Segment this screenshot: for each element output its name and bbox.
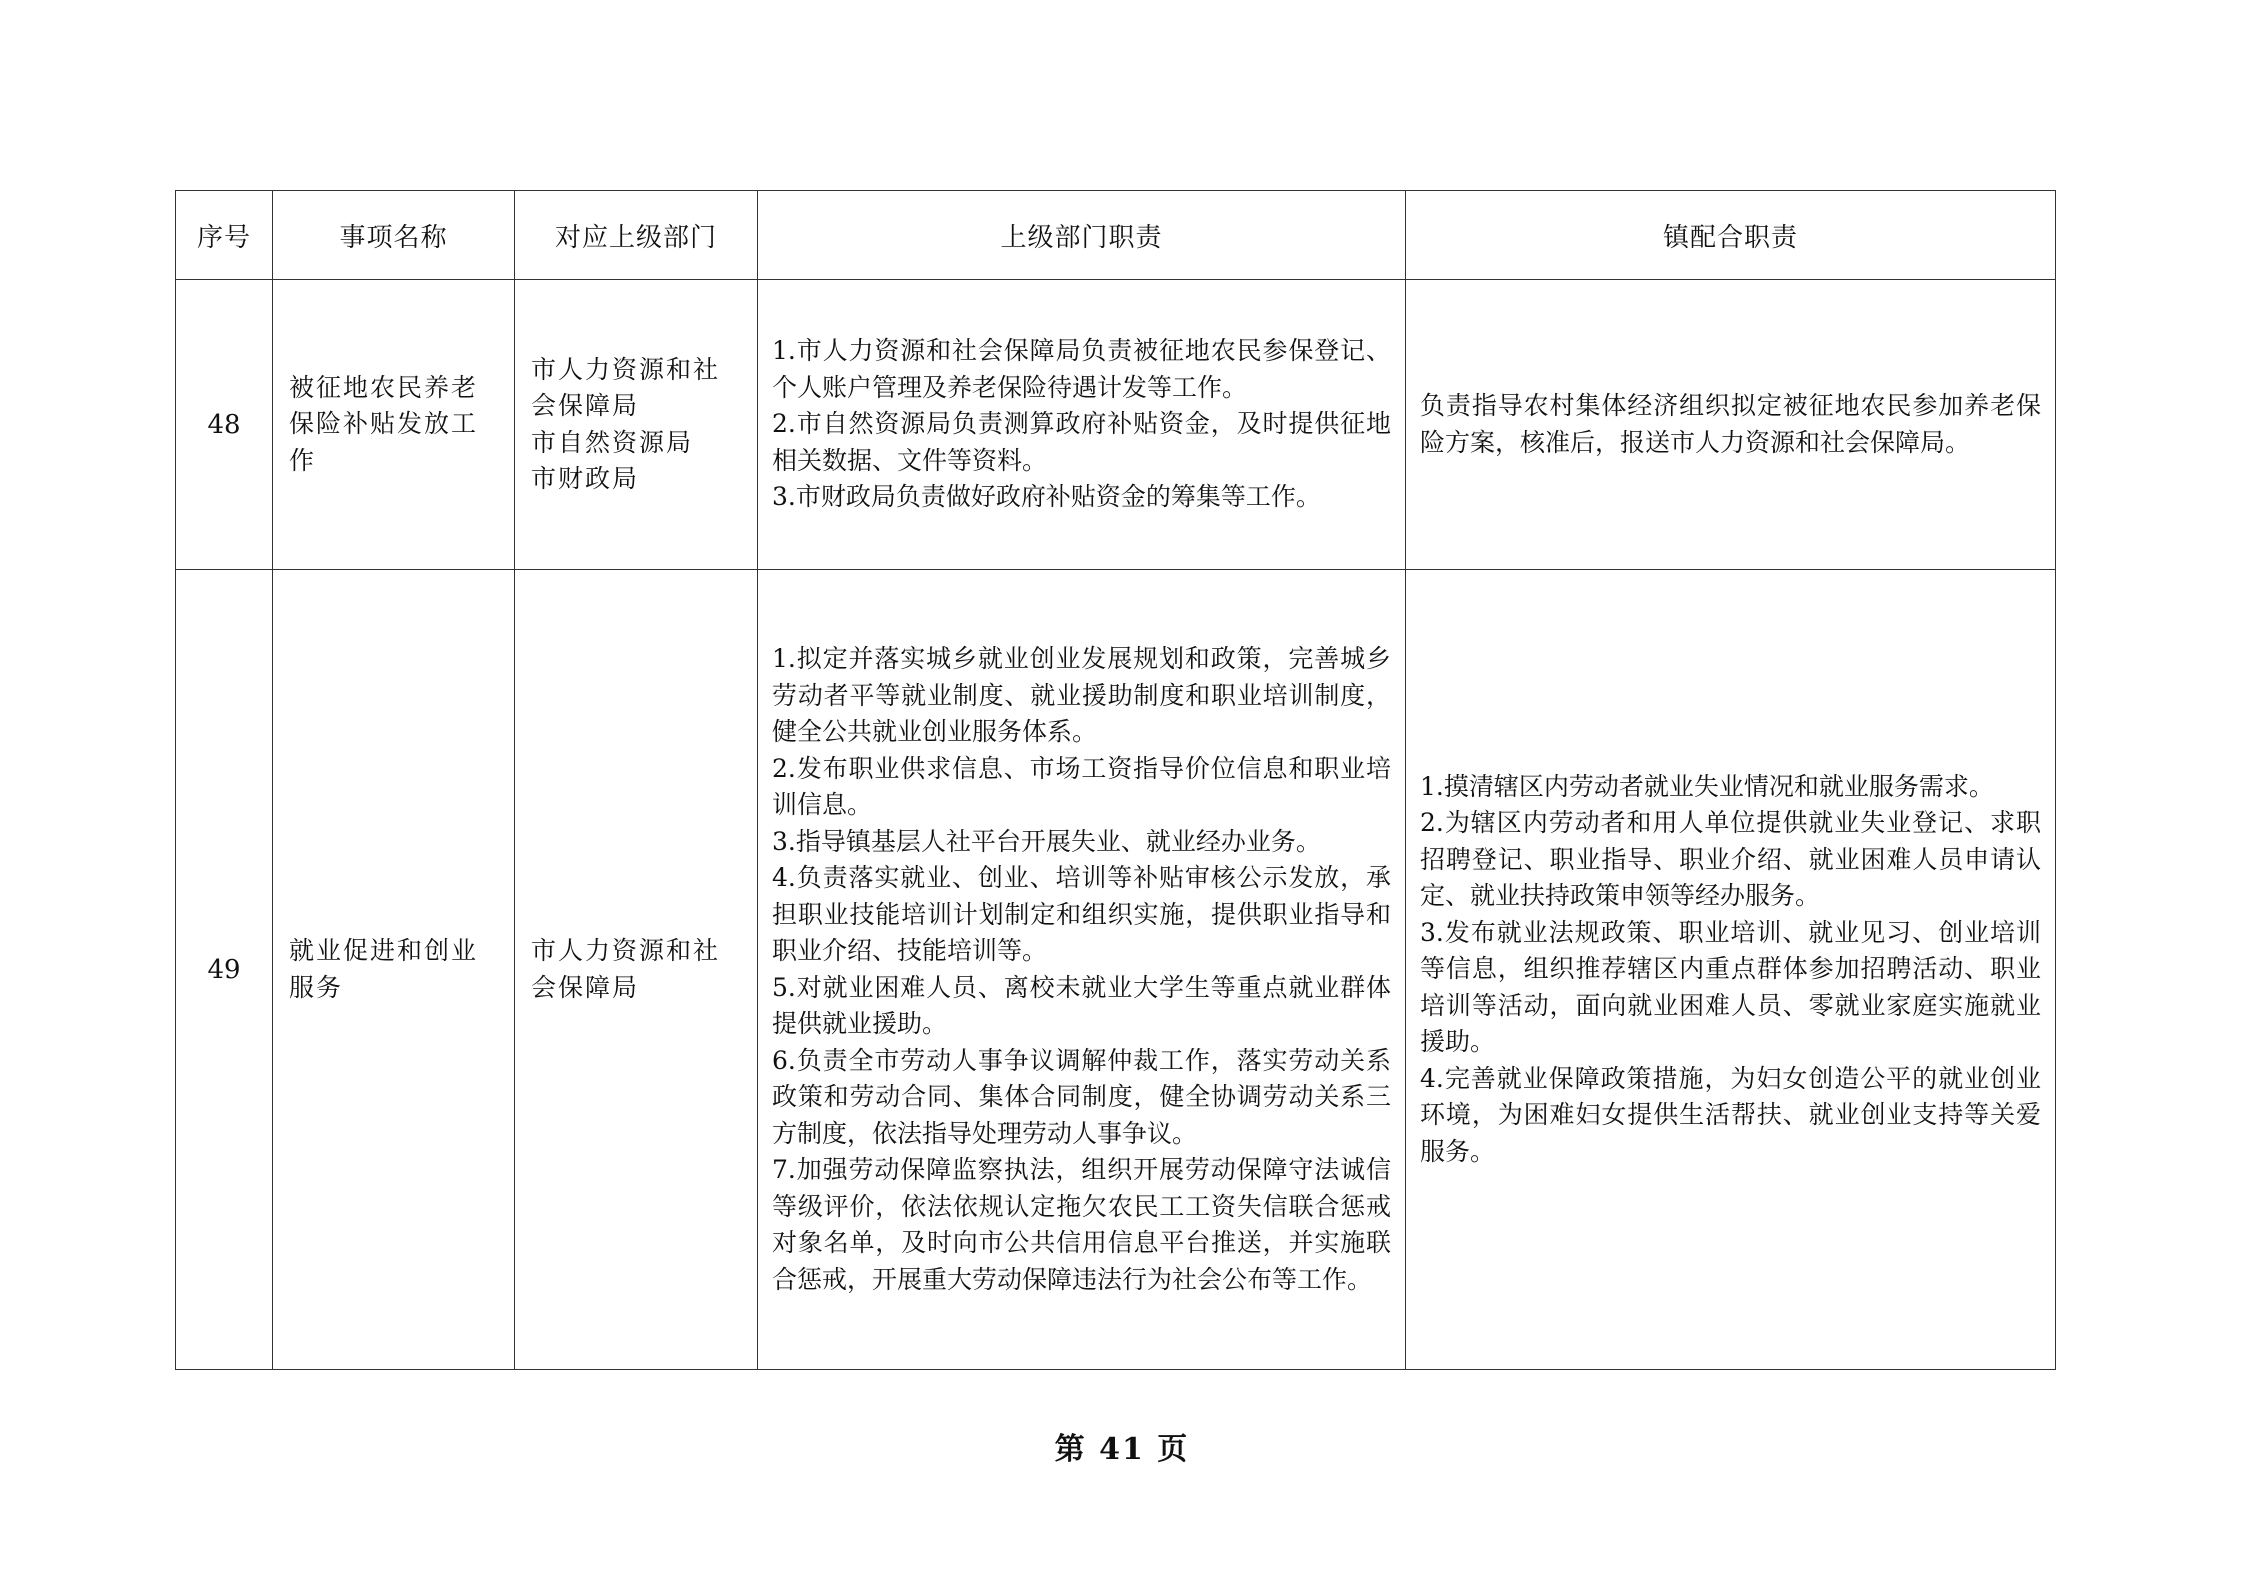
duty-paragraph: 4.负责落实就业、创业、培训等补贴审核公示发放，承担职业技能培训计划制定和组织实施，提供职业指导和职业介绍、技能培训等。 <box>772 863 1391 965</box>
item-name-line: 作 <box>289 445 317 475</box>
department-cell <box>515 570 758 1370</box>
duty-paragraph: 2.为辖区内劳动者和用人单位提供就业失业登记、求职招聘登记、职业指导、职业介绍、就业困难人员申请认定、就业扶持政策申领等经办服务。 <box>1420 808 2041 911</box>
header-no: 序号 <box>176 191 273 280</box>
duty-paragraph: 负责指导农村集体经济组织拟定被征地农民参加养老保险方案，核准后，报送市人力资源和社会保障局。 <box>1420 391 2041 457</box>
row-number: 48 <box>176 280 273 570</box>
item-name-line: 被征地农民养老 <box>289 372 479 402</box>
upper-duties-cell <box>758 280 1406 570</box>
page-number: 第 41 页 <box>1054 1432 1190 1467</box>
duty-paragraph: 3.指导镇基层人社平台开展失业、就业经办业务。 <box>772 826 1321 856</box>
item-name-line: 就业促进和创业 <box>289 936 479 965</box>
duty-paragraph: 4.完善就业保障政策措施，为妇女创造公平的就业创业环境，为困难妇女提供生活帮扶、就业创业支持等关爱服务。 <box>1420 1063 2041 1166</box>
header-item-name: 事项名称 <box>273 191 515 280</box>
header-town-duties: 镇配合职责 <box>1406 191 2056 280</box>
table-header-row <box>176 191 2056 280</box>
duty-paragraph: 3.发布就业法规政策、职业培训、就业见习、创业培训等信息，组织推荐辖区内重点群体参加招聘活动、职业培训等活动，面向就业困难人员、零就业家庭实施就业援助。 <box>1420 917 2041 1057</box>
item-name-line: 服务 <box>289 972 344 1002</box>
duty-paragraph: 7.加强劳动保障监察执法，组织开展劳动保障守法诚信等级评价，依法依规认定拖欠农民工工资失信联合惩戒对象名单，及时向市公共信用信息平台推送，并实施联合惩戒，开展重大劳动保障违法行为社会公布等工作。 <box>772 1155 1391 1294</box>
row-number: 49 <box>176 570 273 1370</box>
department-line: 市人力资源和社 <box>531 354 721 384</box>
duty-paragraph: 2.市自然资源局负责测算政府补贴资金，及时提供征地相关数据、文件等资料。 <box>772 409 1391 475</box>
duty-paragraph: 3.市财政局负责做好政府补贴资金的筹集等工作。 <box>772 482 1321 512</box>
town-duties-cell <box>1406 280 2056 570</box>
duty-paragraph: 1.市人力资源和社会保障局负责被征地农民参保登记、个人账户管理及养老保险待遇计发等工作。 <box>772 336 1391 402</box>
item-name-cell <box>273 570 515 1370</box>
department-cell <box>515 280 758 570</box>
duty-paragraph: 5.对就业困难人员、离校未就业大学生等重点就业群体提供就业援助。 <box>772 972 1391 1038</box>
item-name-line: 保险补贴发放工 <box>289 409 479 439</box>
duty-table <box>175 190 2056 1370</box>
table-row <box>176 280 2056 570</box>
header-upper-department: 对应上级部门 <box>515 191 758 280</box>
department-line: 市自然资源局 <box>531 427 694 457</box>
duty-paragraph: 1.摸清辖区内劳动者就业失业情况和就业服务需求。 <box>1420 771 1994 801</box>
department-line: 会保障局 <box>531 972 640 1002</box>
duty-paragraph: 2.发布职业供求信息、市场工资指导价位信息和职业培训信息。 <box>772 753 1391 819</box>
department-line: 市人力资源和社 <box>531 936 721 965</box>
table-row <box>176 570 2056 1370</box>
department-line: 市财政局 <box>531 464 640 493</box>
header-upper-duties: 上级部门职责 <box>758 191 1406 280</box>
town-duties-cell <box>1406 570 2056 1370</box>
department-line: 会保障局 <box>531 391 640 420</box>
upper-duties-cell <box>758 570 1406 1370</box>
item-name-cell <box>273 280 515 570</box>
duty-paragraph: 6.负责全市劳动人事争议调解仲裁工作，落实劳动关系政策和劳动合同、集体合同制度，健全协调劳动关系三方制度，依法指导处理劳动人事争议。 <box>772 1045 1391 1148</box>
duty-paragraph: 1.拟定并落实城乡就业创业发展规划和政策，完善城乡劳动者平等就业制度、就业援助制度和职业培训制度，健全公共就业创业服务体系。 <box>772 644 1391 746</box>
